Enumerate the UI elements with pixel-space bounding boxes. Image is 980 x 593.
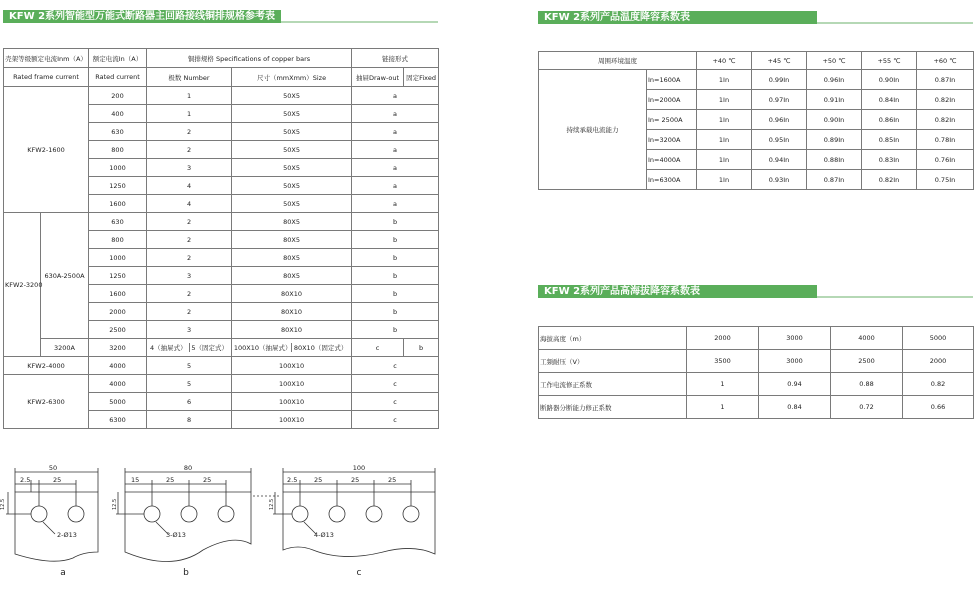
rated-current-cell: In=1600A: [647, 70, 697, 90]
diagram-b-height: 12.5: [112, 498, 118, 510]
copper-bar-diagrams: [0, 462, 443, 586]
table-row: [539, 373, 974, 396]
table-row: [4, 339, 439, 357]
pole-number-cell: 2: [147, 141, 232, 159]
connection-cell: b: [352, 249, 439, 267]
connection-cell: b: [352, 267, 439, 285]
derating-value-cell: 0.99In: [752, 70, 807, 90]
connection-cell: b: [352, 321, 439, 339]
size-cell: 80X10: [232, 303, 352, 321]
derating-value-cell: 0.90In: [862, 70, 917, 90]
diagram-c-dim-4: 25: [388, 476, 397, 484]
rated-current-cell: 1000: [89, 249, 147, 267]
size-cell: 80X10: [232, 321, 352, 339]
rated-current-cell: In= 2500A: [647, 110, 697, 130]
rated-current-cell: 200: [89, 87, 147, 105]
connection-cell: b: [352, 231, 439, 249]
temperature-table-header: [538, 11, 973, 24]
rated-current-cell: 800: [89, 141, 147, 159]
value-cell: 0.84: [759, 396, 831, 419]
rated-current-header-cn: 额定电流In（A）: [89, 49, 147, 68]
diagram-b-dim-2: 25: [166, 476, 175, 484]
altitude-table-title: KFW 2系列产品高海拔降容系数表: [538, 285, 817, 298]
copper-bar-spec-table: [3, 48, 439, 429]
rated-current-cell: 5000: [89, 393, 147, 411]
temp-col-40: +40 ℃: [697, 52, 752, 70]
value-cell: 0.72: [831, 396, 903, 419]
diagram-b-label: b: [183, 568, 189, 578]
table-row: [4, 87, 439, 105]
size-cell: 80X5: [232, 267, 352, 285]
pole-number-cell: 5: [147, 357, 232, 375]
row-label: 海拔高度（m）: [539, 327, 687, 350]
pole-number-cell: 8: [147, 411, 232, 429]
rated-current-cell: 4000: [89, 375, 147, 393]
fixed-cell: b: [404, 339, 439, 357]
derating-value-cell: 0.90In: [807, 110, 862, 130]
rated-current-cell: 3200: [89, 339, 147, 357]
pole-number-cell: 2: [147, 213, 232, 231]
derating-value-cell: 1In: [697, 130, 752, 150]
sub-range-label: 3200A: [41, 339, 89, 357]
rated-current-cell: 1000: [89, 159, 147, 177]
derating-value-cell: 0.82In: [917, 90, 974, 110]
temperature-table-title: KFW 2系列产品温度降容系数表: [538, 11, 817, 24]
copper-bar-table-header: [3, 10, 438, 23]
derating-value-cell: 1In: [697, 110, 752, 130]
diagram-a-height: 12.5: [0, 498, 6, 510]
size-cell: 100X10: [232, 357, 352, 375]
pole-number-cell: 3: [147, 321, 232, 339]
diagram-a-holes: 2-Ø13: [57, 531, 77, 539]
copper-bar-table-title: KFW 2系列智能型万能式断路器主回路接线铜排规格参考表: [3, 10, 281, 23]
derating-value-cell: 0.78In: [917, 130, 974, 150]
pole-number-cell: 1: [147, 87, 232, 105]
derating-value-cell: 0.91In: [807, 90, 862, 110]
size-cell: 80X10: [232, 285, 352, 303]
value-cell: 1: [687, 396, 759, 419]
derating-value-cell: 0.95In: [752, 130, 807, 150]
size-cell: [232, 339, 352, 357]
value-cell: 3500: [687, 350, 759, 373]
pole-drawout: 4（抽屉式）: [148, 343, 189, 352]
altitude-derating-table: [538, 326, 974, 419]
table-row: [539, 350, 974, 373]
pole-number-cell: 2: [147, 123, 232, 141]
size-fixed: 80X10（固定式）: [293, 344, 348, 352]
row-label: 工频耐压（V）: [539, 350, 687, 373]
connection-cell: c: [352, 357, 439, 375]
frame-label: KFW2-4000: [4, 357, 89, 375]
frame-label: KFW2-6300: [4, 375, 89, 429]
value-cell: 0.88: [831, 373, 903, 396]
size-cell: 100X10: [232, 411, 352, 429]
table-row: [539, 396, 974, 419]
rated-current-cell: 1600: [89, 195, 147, 213]
value-cell: 4000: [831, 327, 903, 350]
derating-value-cell: 0.89In: [807, 130, 862, 150]
diagram-a-dim-1: 2.5: [20, 476, 31, 484]
pole-number-cell: 3: [147, 267, 232, 285]
value-cell: 2000: [903, 350, 974, 373]
temp-col-45: +45 ℃: [752, 52, 807, 70]
temp-col-55: +55 ℃: [862, 52, 917, 70]
connection-cell: a: [352, 159, 439, 177]
derating-value-cell: 1In: [697, 170, 752, 190]
ambient-temp-label: 周围环境温度: [539, 52, 697, 70]
size-cell: 50X5: [232, 177, 352, 195]
pole-number-cell: 5: [147, 375, 232, 393]
connection-cell: c: [352, 375, 439, 393]
rated-current-cell: 400: [89, 105, 147, 123]
drawout-header: 抽屉Draw-out: [352, 68, 404, 87]
derating-value-cell: 0.82In: [917, 110, 974, 130]
diagram-a-label: a: [60, 568, 66, 578]
size-cell: 50X5: [232, 159, 352, 177]
size-cell: 100X10: [232, 375, 352, 393]
diagram-c-dim-1: 2.5: [287, 476, 298, 484]
pole-number-cell: 2: [147, 231, 232, 249]
rated-current-header-en: Rated current: [89, 68, 147, 87]
rated-current-cell: In=4000A: [647, 150, 697, 170]
pole-number-header: 极数 Number: [147, 68, 232, 87]
diagram-c-total: 100: [352, 464, 366, 472]
size-cell: 50X5: [232, 123, 352, 141]
derating-value-cell: 0.88In: [807, 150, 862, 170]
size-cell: 50X5: [232, 87, 352, 105]
drawout-cell: c: [352, 339, 404, 357]
temp-col-50: +50 ℃: [807, 52, 862, 70]
rated-current-cell: 800: [89, 231, 147, 249]
connection-cell: c: [352, 393, 439, 411]
continuous-current-label: 持续承载电流能力: [539, 70, 647, 190]
temperature-derating-table: [538, 51, 974, 190]
frame-label: KFW2-1600: [4, 87, 89, 213]
pole-number-cell: 3: [147, 159, 232, 177]
size-cell: 50X5: [232, 195, 352, 213]
diagram-b-total: 80: [183, 464, 193, 472]
frame-label: KFW2-3200: [4, 213, 41, 357]
connection-cell: b: [352, 213, 439, 231]
value-cell: 3000: [759, 350, 831, 373]
rated-current-cell: 630: [89, 123, 147, 141]
pole-number-cell: 6: [147, 393, 232, 411]
connection-cell: c: [352, 411, 439, 429]
pole-number-cell: 4: [147, 177, 232, 195]
diagram-b-holes: 3-Ø13: [166, 531, 186, 539]
size-cell: 80X5: [232, 213, 352, 231]
derating-value-cell: 0.96In: [807, 70, 862, 90]
derating-value-cell: 0.75In: [917, 170, 974, 190]
rated-current-cell: 2500: [89, 321, 147, 339]
rated-current-cell: In=2000A: [647, 90, 697, 110]
value-cell: 5000: [903, 327, 974, 350]
copper-spec-header: 铜排规格 Specifications of copper bars: [147, 49, 352, 68]
value-cell: 0.82: [903, 373, 974, 396]
size-cell: 80X5: [232, 249, 352, 267]
value-cell: 0.94: [759, 373, 831, 396]
derating-value-cell: 0.87In: [917, 70, 974, 90]
derating-value-cell: 0.84In: [862, 90, 917, 110]
value-cell: 2000: [687, 327, 759, 350]
derating-value-cell: 1In: [697, 150, 752, 170]
connection-type-header: 链接形式: [352, 49, 439, 68]
rated-current-cell: 1600: [89, 285, 147, 303]
pole-fixed: 5（固定式）: [191, 344, 228, 352]
connection-cell: b: [352, 285, 439, 303]
fixed-header: 固定Fixed: [404, 68, 439, 87]
row-label: 工作电流修正系数: [539, 373, 687, 396]
value-cell: 0.66: [903, 396, 974, 419]
pole-number-cell: 2: [147, 285, 232, 303]
derating-value-cell: 0.76In: [917, 150, 974, 170]
derating-value-cell: 1In: [697, 90, 752, 110]
derating-value-cell: 0.97In: [752, 90, 807, 110]
diagram-a-dim-2: 25: [53, 476, 62, 484]
derating-value-cell: 0.94In: [752, 150, 807, 170]
table-row: [4, 375, 439, 393]
size-cell: 80X5: [232, 231, 352, 249]
derating-value-cell: 0.93In: [752, 170, 807, 190]
derating-value-cell: 0.85In: [862, 130, 917, 150]
pole-number-cell: 2: [147, 249, 232, 267]
frame-current-header-cn: 壳架等级额定电流Inm（A）: [4, 49, 89, 68]
pole-number-cell: 1: [147, 105, 232, 123]
rated-current-cell: 1250: [89, 267, 147, 285]
pole-number-cell: 4: [147, 195, 232, 213]
connection-cell: b: [352, 303, 439, 321]
rated-current-cell: 2000: [89, 303, 147, 321]
connection-cell: a: [352, 141, 439, 159]
rated-current-cell: 630: [89, 213, 147, 231]
connection-cell: a: [352, 105, 439, 123]
size-cell: 50X5: [232, 141, 352, 159]
diagram-b-dim-3: 25: [203, 476, 212, 484]
diagram-c-dim-2: 25: [314, 476, 323, 484]
rated-current-cell: 4000: [89, 357, 147, 375]
value-cell: 3000: [759, 327, 831, 350]
value-cell: 2500: [831, 350, 903, 373]
size-cell: 50X5: [232, 105, 352, 123]
altitude-table-header: [538, 285, 973, 298]
size-drawout: 100X10（抽屉式）: [233, 344, 292, 352]
derating-value-cell: 0.82In: [862, 170, 917, 190]
connection-cell: a: [352, 195, 439, 213]
derating-value-cell: 0.86In: [862, 110, 917, 130]
diagram-c-label: c: [356, 568, 362, 578]
table-row: [539, 70, 974, 90]
diagram-a-total: 50: [48, 464, 58, 472]
connection-cell: a: [352, 87, 439, 105]
value-cell: 1: [687, 373, 759, 396]
connection-cell: a: [352, 123, 439, 141]
size-cell: 100X10: [232, 393, 352, 411]
derating-value-cell: 0.83In: [862, 150, 917, 170]
table-row: [539, 327, 974, 350]
diagram-c-dim-3: 25: [351, 476, 360, 484]
rated-current-cell: In=6300A: [647, 170, 697, 190]
connection-cell: a: [352, 177, 439, 195]
derating-value-cell: 0.96In: [752, 110, 807, 130]
rated-current-cell: In=3200A: [647, 130, 697, 150]
diagram-c-holes: 4-Ø13: [314, 531, 334, 539]
sub-range-label: 630A-2500A: [41, 213, 89, 339]
table-row: [4, 213, 439, 231]
diagram-c-height: 12.5: [269, 498, 275, 510]
derating-value-cell: 1In: [697, 70, 752, 90]
diagram-b-dim-1: 15: [131, 476, 140, 484]
copper-bar-drawings: [0, 462, 443, 582]
row-label: 断路器分断能力修正系数: [539, 396, 687, 419]
pole-number-cell: 2: [147, 303, 232, 321]
frame-current-header-en: Rated frame current: [4, 68, 89, 87]
rated-current-cell: 1250: [89, 177, 147, 195]
temp-col-60: +60 ℃: [917, 52, 974, 70]
size-header: 尺寸（mmXmm）Size: [232, 68, 352, 87]
pole-number-cell: [147, 339, 232, 357]
rated-current-cell: 6300: [89, 411, 147, 429]
derating-value-cell: 0.87In: [807, 170, 862, 190]
table-row: [4, 357, 439, 375]
